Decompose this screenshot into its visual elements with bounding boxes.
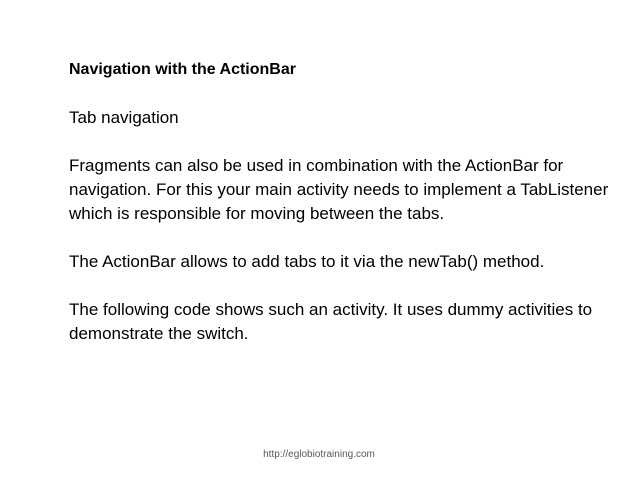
slide-body xyxy=(69,58,609,370)
paragraph-newtab: The ActionBar allows to add tabs to it via the newTab() method. xyxy=(69,252,545,271)
paragraph-fragments: Fragments can also be used in combination with the ActionBar for navigation. For this your main activity needs to implement a TabListener which is responsible for moving between the tabs. xyxy=(69,156,609,223)
paragraph-code-intro: The following code shows such an activity. It uses dummy activities to demonstrate the switch. xyxy=(69,300,593,343)
slide-title: Navigation with the ActionBar xyxy=(69,61,296,78)
section-subheading: Tab navigation xyxy=(69,108,179,127)
footer-url: http://eglobiotraining.com xyxy=(263,449,375,460)
